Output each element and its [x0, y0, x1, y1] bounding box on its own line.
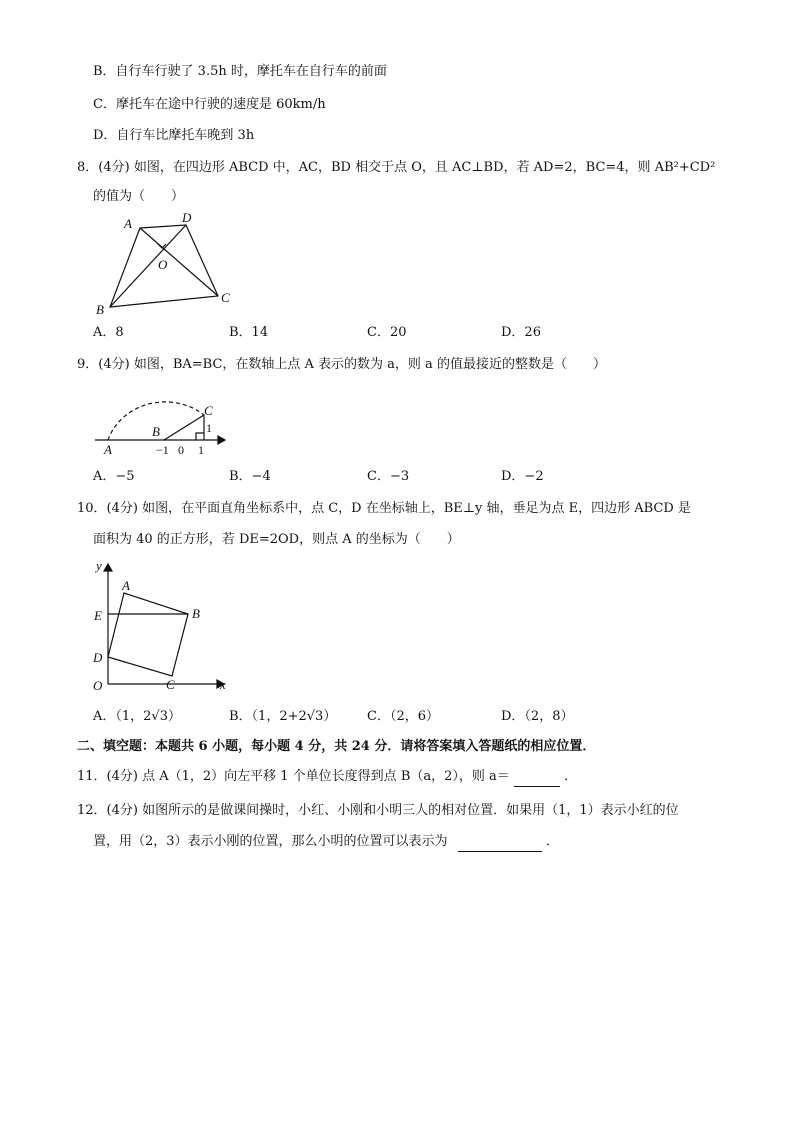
q8-label-o: O — [158, 257, 168, 272]
q9-stem: 9．(4分) 如图，BA=BC，在数轴上点 A 表示的数为 a，则 a 的值最接近的整数是（ ） — [77, 357, 606, 372]
q9-side-label: 1 — [206, 421, 212, 435]
q8-label-a: A — [124, 216, 132, 231]
q8-diagonal-bd — [110, 225, 186, 307]
q9-segment-bc — [164, 415, 204, 440]
section-title: 二、填空题：本题共 6 小题，每小题 4 分，共 24 分．请将答案填入答题纸的相应位置． — [77, 739, 596, 754]
q9-choice-c: C．−3 — [367, 469, 410, 484]
q10-choice-b: B．（1，2+2√3） — [229, 709, 337, 724]
q10-label-x: x — [220, 677, 226, 692]
q9-choice-a: A．−5 — [93, 469, 135, 484]
q12-period: ． — [545, 834, 559, 849]
q10-choice-d: D．（2，8） — [501, 709, 574, 724]
q9-choice-b: B．−4 — [229, 469, 271, 484]
q10-stem-line1: 10．(4分) 如图，在平面直角坐标系中，点 C，D 在坐标轴上，BE⊥y 轴，垂足为点 E，四边形 ABCD 是 — [77, 501, 691, 516]
q9-label-a: A — [104, 442, 112, 457]
q8-label-b: B — [96, 302, 104, 317]
q7-option-d: D．自行车比摩托车晚到 3h — [93, 128, 255, 143]
q10-label-d: D — [93, 650, 103, 665]
q10-figure — [90, 558, 240, 698]
q9-figure — [90, 380, 240, 460]
q7-option-c: C．摩托车在途中行驶的速度是 60km/h — [93, 97, 326, 112]
q10-label-b: B — [192, 606, 200, 621]
q11-period: ． — [564, 769, 578, 784]
q12-stem-line2 — [93, 833, 559, 852]
q8-label-d: D — [182, 210, 192, 225]
q9-axis-arrow — [218, 436, 225, 444]
q8-stem-line2: 的值为（ ） — [93, 189, 185, 204]
q12-text: 置，用（2，3）表示小刚的位置，那么小明的位置可以表示为 — [93, 834, 448, 849]
q8-choice-d: D．26 — [501, 325, 541, 340]
q11-text: 11．(4分) 点 A（1，2）向左平移 1 个单位长度得到点 B（a，2），则 a＝ — [77, 769, 510, 784]
q9-choice-d: D．−2 — [501, 469, 544, 484]
q11-stem — [77, 768, 577, 787]
q9-label-c: C — [204, 403, 213, 418]
q9-label-b: B — [152, 424, 160, 439]
q9-tick-one: 1 — [198, 443, 204, 457]
q10-y-arrow — [104, 564, 112, 571]
q9-tick-zero: 0 — [178, 443, 184, 457]
q7-option-b: B．自行车行驶了 3.5h 时，摩托车在自行车的前面 — [93, 64, 387, 79]
q9-tick-minus-one: −1 — [156, 443, 169, 457]
q12-answer-blank[interactable] — [458, 833, 542, 852]
q11-answer-blank[interactable] — [514, 768, 560, 787]
q8-figure — [90, 210, 250, 320]
q8-choice-b: B．14 — [229, 325, 269, 340]
q10-label-e: E — [94, 608, 102, 623]
q10-choice-a: A．（1，2√3） — [93, 709, 181, 724]
q10-stem-line2: 面积为 40 的正方形，若 DE=2OD，则点 A 的坐标为（ ） — [93, 532, 460, 547]
q10-label-o: O — [93, 678, 103, 693]
q12-stem-line1: 12．(4分) 如图所示的是做课间操时，小红、小刚和小明三人的相对位置．如果用（1，1）表示小红的位 — [77, 803, 679, 818]
q8-stem-line1: 8．(4分) 如图，在四边形 ABCD 中，AC，BD 相交于点 O，且 AC⊥BD，若 AD=2，BC=4，则 AB²+CD² — [77, 160, 716, 175]
q10-choice-c: C．（2，6） — [367, 709, 439, 724]
q9-right-angle-mark — [196, 433, 204, 440]
q8-choice-c: C．20 — [367, 325, 407, 340]
q8-label-c: C — [221, 290, 230, 305]
q10-label-a: A — [122, 578, 130, 593]
q10-label-y: y — [96, 558, 102, 573]
q8-choice-a: A．8 — [93, 325, 124, 340]
q10-square — [108, 593, 188, 676]
q10-label-c: C — [166, 677, 175, 692]
